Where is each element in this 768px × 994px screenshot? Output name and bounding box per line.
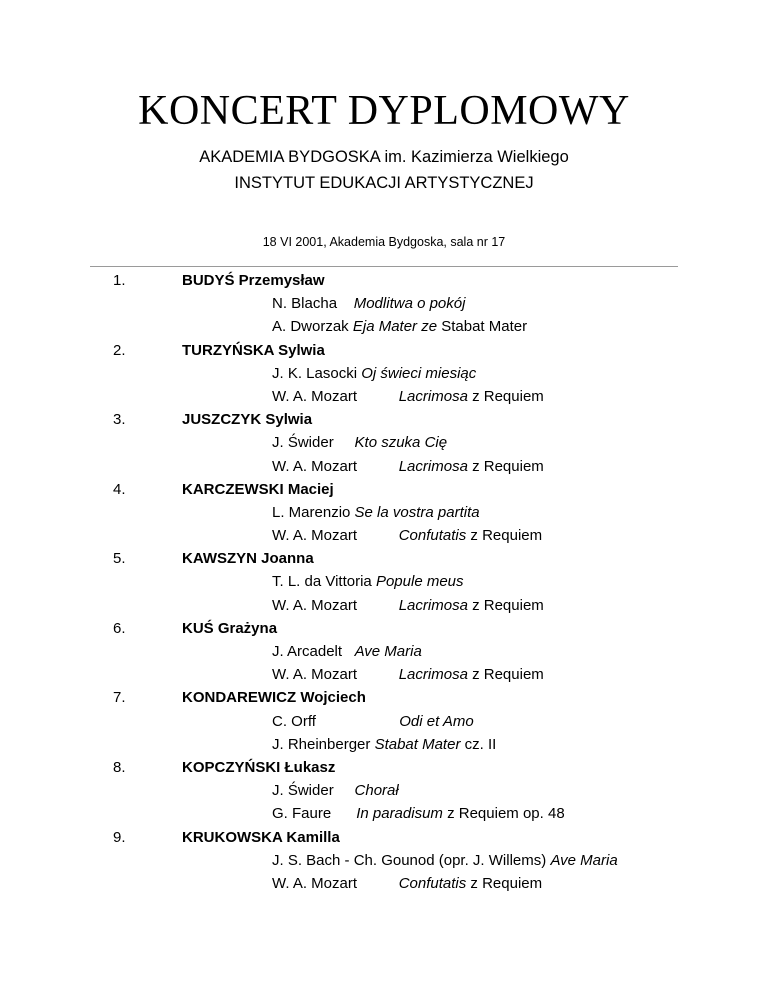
piece	[272, 362, 476, 385]
program-entry	[0, 269, 768, 292]
piece-suffix: Stabat Mater	[437, 318, 528, 336]
performer-name: TURZYŃSKA Sylwia	[182, 341, 325, 359]
composer: W. A. Mozart	[272, 666, 358, 684]
performer-name: KARCZEWSKI Maciej	[182, 480, 334, 498]
composer: J. Rheinberger	[272, 735, 371, 753]
piece-title: Confutatis	[398, 527, 467, 545]
piece	[272, 501, 480, 524]
program-entry	[0, 617, 768, 640]
piece-line	[0, 872, 768, 895]
entry-number: 2.	[113, 341, 126, 359]
spacer	[342, 643, 355, 660]
composer: J. Świder	[272, 434, 334, 452]
spacer	[316, 713, 399, 730]
piece-title: Lacrimosa	[398, 666, 468, 684]
spacer	[357, 875, 399, 892]
institution-name: AKADEMIA BYDGOSKA im. Kazimierza Wielkiego	[199, 148, 569, 166]
performer-name: KAWSZYN Joanna	[182, 550, 314, 568]
composer: W. A. Mozart	[272, 874, 358, 892]
piece-title: Stabat Mater	[374, 735, 461, 753]
composer: L. Marenzio	[272, 503, 351, 521]
piece-title: Chorał	[354, 782, 399, 800]
piece	[272, 431, 447, 454]
piece-title: Odi et Amo	[399, 712, 474, 730]
entry-number: 5.	[113, 550, 126, 568]
composer: J. S. Bach - Ch. Gounod (opr. J. Willems)	[272, 851, 547, 869]
entry-number: 7.	[113, 689, 126, 707]
piece-line	[0, 710, 768, 733]
spacer	[357, 388, 399, 405]
piece-title: Ave Maria	[354, 643, 422, 660]
spacer	[331, 805, 356, 822]
piece	[272, 315, 527, 338]
program-entry	[0, 408, 768, 431]
piece-suffix: z Requiem	[466, 527, 543, 545]
piece	[272, 872, 542, 895]
performer-name: BUDYŚ Przemysław	[182, 272, 325, 289]
piece-title: Popule meus	[375, 573, 464, 591]
piece-suffix: z Requiem	[467, 666, 544, 684]
piece-title: Lacrimosa	[398, 596, 468, 614]
piece-line	[0, 524, 768, 547]
piece	[272, 779, 399, 802]
composer: T. L. da Vittoria	[272, 573, 372, 591]
piece-line	[0, 362, 768, 385]
spacer	[357, 666, 399, 683]
piece-suffix: z Requiem op. 48	[442, 805, 565, 823]
piece	[272, 524, 542, 547]
spacer	[357, 527, 399, 544]
piece-line	[0, 431, 768, 454]
piece-line	[0, 315, 768, 338]
piece-title: Eja Mater ze	[352, 318, 438, 336]
piece-title: Kto szuka Cię	[354, 434, 448, 452]
piece-suffix: cz. II	[460, 735, 497, 753]
composer: W. A. Mozart	[272, 527, 358, 545]
program-list	[0, 269, 768, 895]
piece-title: Oj świeci miesiąc	[361, 364, 477, 382]
institute-name: INSTYTUT EDUKACJI ARTYSTYCZNEJ	[234, 174, 534, 192]
program-entry	[0, 686, 768, 709]
composer: J. Arcadelt	[272, 643, 343, 660]
piece-title: Ave Maria	[550, 851, 618, 869]
piece-line	[0, 733, 768, 756]
piece-line	[0, 292, 768, 315]
piece-line	[0, 501, 768, 524]
entry-number: 9.	[113, 828, 126, 846]
program-entry	[0, 478, 768, 501]
program-entry	[0, 826, 768, 849]
piece	[272, 849, 618, 872]
spacer	[334, 782, 355, 799]
piece-title: Se la vostra partita	[354, 503, 480, 521]
spacer	[357, 597, 399, 614]
piece-title: Lacrimosa	[398, 387, 468, 405]
spacer	[357, 458, 399, 475]
header-divider	[90, 266, 678, 267]
piece-line	[0, 455, 768, 478]
piece-title: Confutatis	[398, 874, 467, 892]
piece	[272, 733, 496, 756]
piece	[272, 455, 544, 478]
entry-number: 8.	[113, 758, 126, 776]
performer-name: KONDAREWICZ Wojciech	[182, 689, 366, 707]
composer: J. K. Lasocki	[272, 364, 358, 382]
piece-line	[0, 802, 768, 825]
piece	[272, 663, 544, 686]
spacer	[337, 295, 354, 312]
date-location: 18 VI 2001, Akademia Bydgoska, sala nr 17	[262, 235, 506, 249]
piece-line	[0, 570, 768, 593]
performer-name: JUSZCZYK Sylwia	[182, 411, 313, 429]
piece	[272, 802, 565, 825]
piece-title: Modlitwa o pokój	[353, 295, 466, 313]
composer: W. A. Mozart	[272, 387, 358, 405]
piece-suffix: z Requiem	[467, 596, 544, 614]
performer-name: KOPCZYŃSKI Łukasz	[182, 758, 336, 776]
piece-line	[0, 640, 768, 663]
spacer	[334, 434, 355, 451]
piece-suffix: z Requiem	[467, 387, 544, 405]
piece	[272, 594, 544, 617]
concert-title: KONCERT DYPLOMOWY	[138, 88, 630, 134]
composer: N. Blacha	[272, 295, 338, 313]
composer: W. A. Mozart	[272, 457, 358, 475]
piece	[272, 640, 422, 663]
piece-suffix: z Requiem	[467, 457, 544, 475]
program-entry	[0, 339, 768, 362]
piece-line	[0, 779, 768, 802]
entry-number: 1.	[113, 272, 126, 289]
entry-number: 6.	[113, 619, 126, 637]
entry-number: 3.	[113, 411, 126, 429]
piece	[272, 710, 474, 733]
composer: A. Dworzak	[272, 318, 349, 336]
piece-line	[0, 385, 768, 408]
performer-name: KUŚ Grażyna	[182, 619, 278, 637]
piece-suffix: z Requiem	[466, 874, 543, 892]
program-entry	[0, 756, 768, 779]
piece	[272, 385, 544, 408]
piece-title: Lacrimosa	[398, 457, 468, 475]
entry-number: 4.	[113, 480, 126, 498]
piece-title: In paradisum	[356, 805, 443, 823]
piece-line	[0, 849, 768, 872]
composer: J. Świder	[272, 782, 334, 800]
piece	[272, 570, 464, 593]
composer: G. Faure	[272, 805, 332, 823]
piece-line	[0, 594, 768, 617]
composer: C. Orff	[272, 712, 316, 730]
program-entry	[0, 547, 768, 570]
piece-line	[0, 663, 768, 686]
piece	[272, 292, 465, 315]
performer-name: KRUKOWSKA Kamilla	[182, 828, 340, 846]
composer: W. A. Mozart	[272, 596, 358, 614]
